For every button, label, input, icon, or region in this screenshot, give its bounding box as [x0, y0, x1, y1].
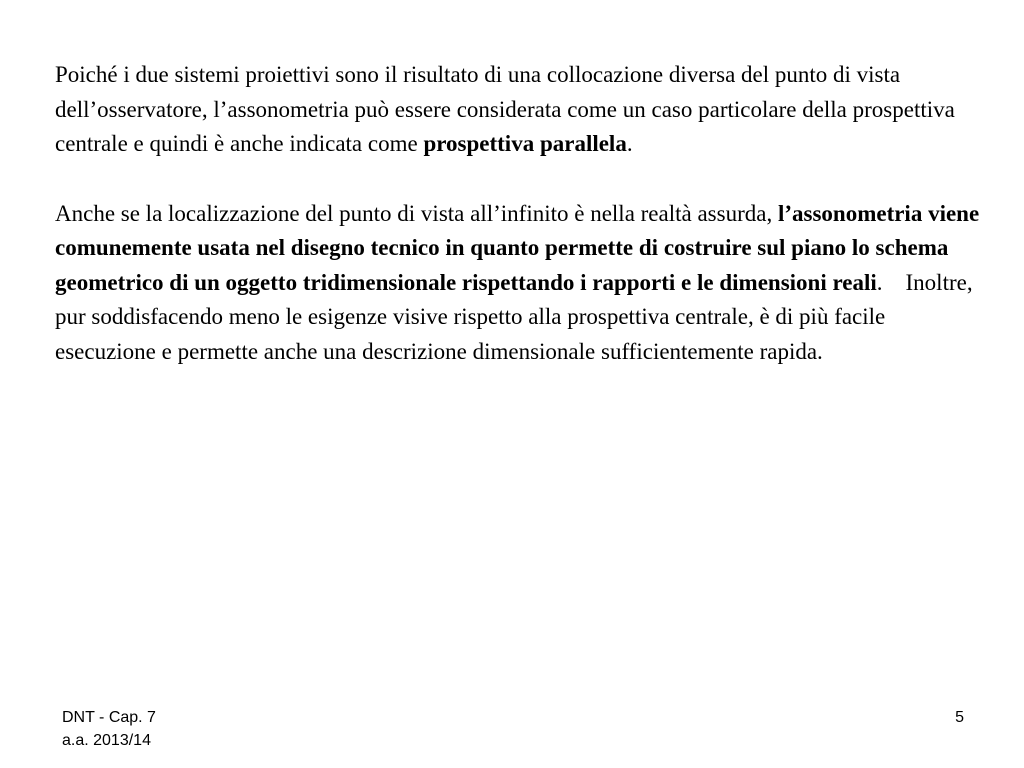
- paragraph-1-bold-term: prospettiva parallela: [423, 131, 627, 156]
- paragraph-2-period: .: [876, 269, 883, 295]
- paragraph-1-text: Poiché i due sistemi proiettivi sono il risultato di una collocazione diversa del punto di vista dell’osservatore, l’assonometria può essere considerata come un caso particolare della prospettiva centrale e quindi è anche indicata come: [55, 62, 955, 156]
- footer-left: [62, 706, 156, 752]
- paragraph-2-rest: Inoltre, pur soddisfacendo meno le esigenze visive rispetto alla prospettiva centrale, è di più facile esecuzione e permette anche una descrizione dimensionale sufficientemente rapida.: [55, 269, 973, 364]
- footer-year: a.a. 2013/14: [62, 732, 151, 749]
- footer-course: DNT - Cap. 7: [62, 709, 156, 726]
- page-number: 5: [955, 709, 964, 726]
- slide-body: [55, 58, 985, 369]
- paragraph-2-gap: [883, 270, 906, 295]
- paragraph-2-bold-statement: l’assonometria viene comunemente usata nel disegno tecnico in quanto permette di costruire sul piano lo schema geometrico di un oggetto tridimensionale rispettando i rapporti e le dimensioni reali: [55, 200, 980, 295]
- paragraph-1: [55, 58, 985, 162]
- paragraph-2: [55, 197, 985, 370]
- paragraph-2-intro: Anche se la localizzazione del punto di vista all’infinito è nella realtà assurda,: [55, 200, 778, 226]
- paragraph-1-end: .: [626, 131, 633, 156]
